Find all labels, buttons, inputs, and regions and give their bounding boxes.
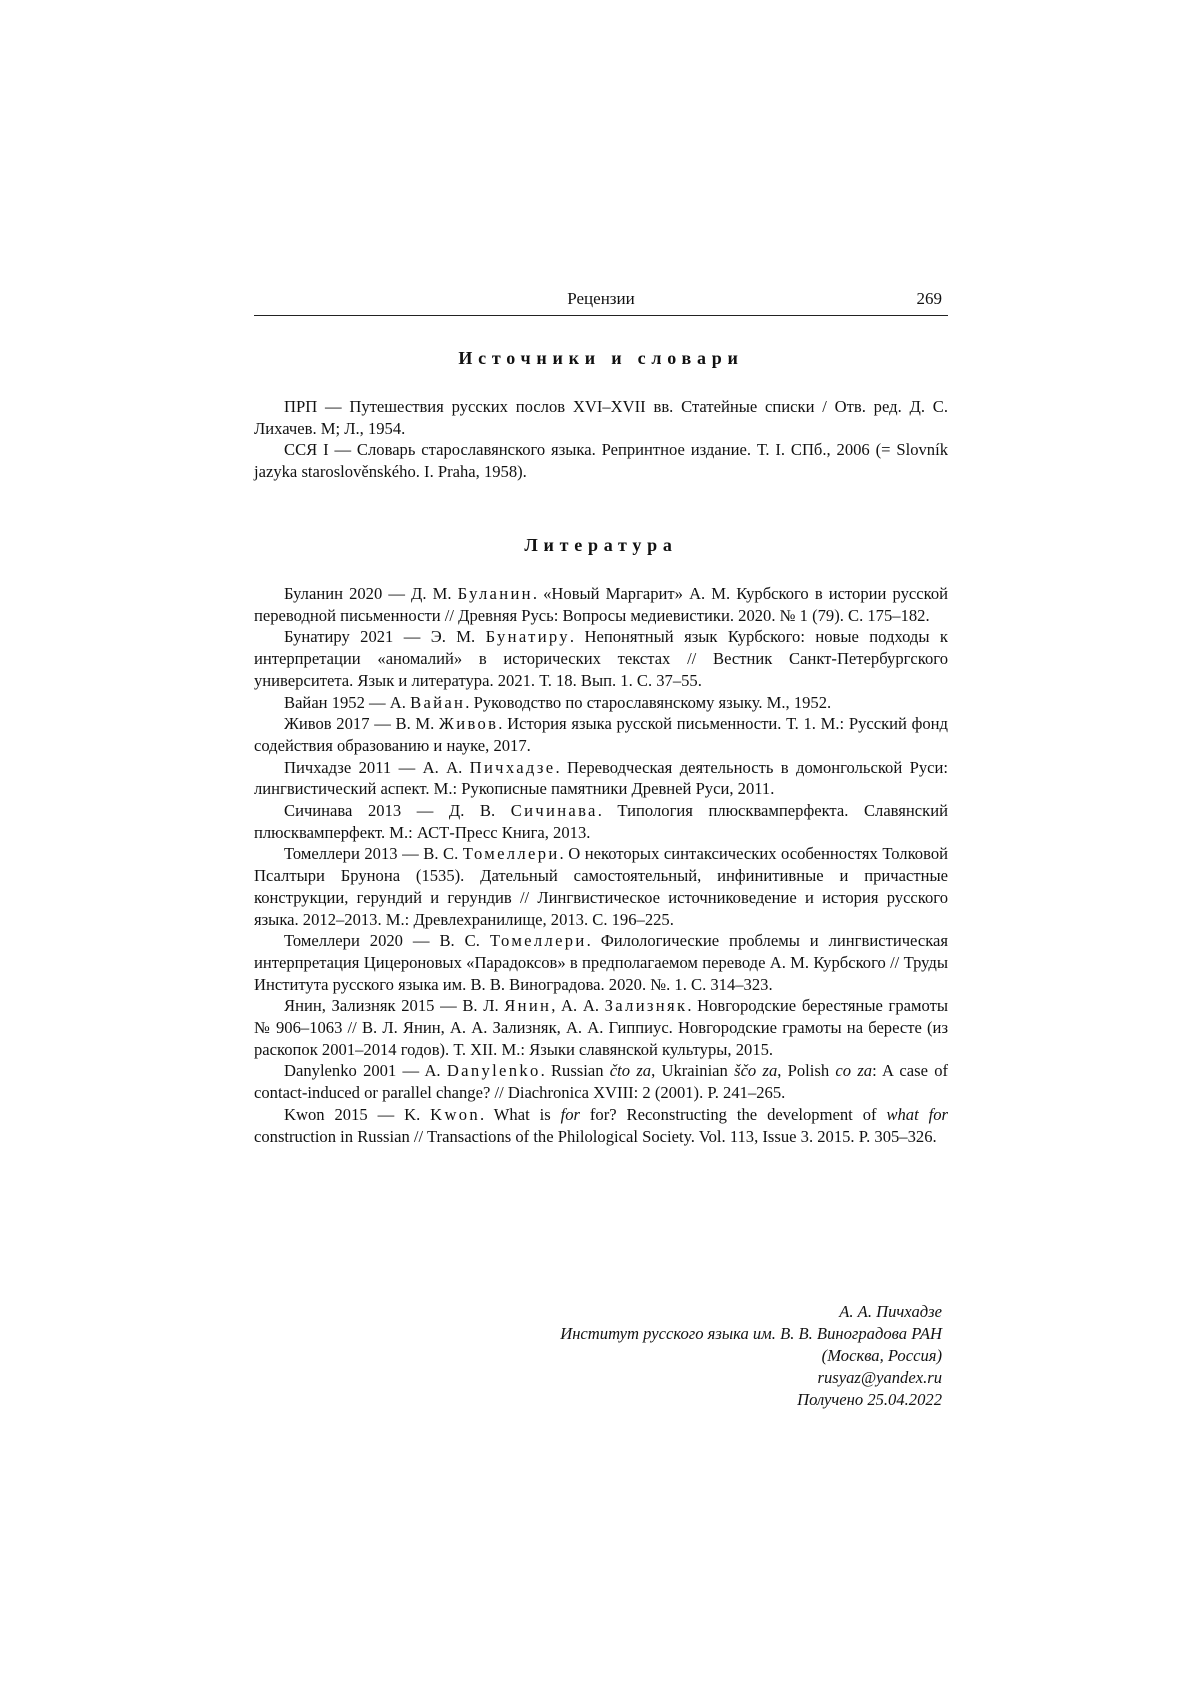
reference-entry: [254, 1104, 948, 1147]
reference-author: Живов: [439, 714, 499, 734]
literature-heading: Литература: [524, 535, 678, 555]
source-entry: ПРП — Путешествия русских послов XVI–XVII вв. Статейные списки / Отв. ред. Д. С. Лихачев. М; Л., 1954.: [254, 397, 948, 438]
reference-body: . Руководство по старославянскому языку. М., 1952.: [465, 692, 832, 712]
reference-prefix: Сичинава 2013 — Д. В.: [284, 801, 511, 821]
reference-entry: [254, 692, 948, 714]
reference-body: . «Новый Маргарит» А. М. Курбского в истории русской переводной письменности // Древняя Русь: Вопросы медиевистики. 2020. № 1 (79). С. 175–182.: [254, 584, 948, 625]
running-head-title: Рецензии: [567, 289, 635, 308]
reference-italic: for: [560, 1104, 580, 1124]
running-head: [254, 287, 948, 316]
reference-prefix: Вайан 1952 — А.: [284, 692, 411, 712]
reference-body: . Непонятный язык Курбского: новые подходы к интерпретации «аномалий» в исторических текстах // Вестник Санкт-Петербургского университета. Язык и литература. 2021. Т. 18. Вып. 1. С. 37–55.: [254, 627, 948, 690]
reference-prefix: Янин, Зализняк 2015 — В. Л.: [284, 996, 505, 1016]
reference-prefix: Томеллери 2020 — В. С.: [284, 931, 490, 951]
reference-body: , Ukrainian: [651, 1061, 735, 1081]
reference-separator: , А. А.: [551, 996, 605, 1016]
reference-entry: [254, 1060, 948, 1103]
reference-italic: what for: [886, 1104, 948, 1124]
reference-entry: [254, 800, 948, 843]
literature-list: [254, 583, 948, 1147]
reference-prefix: Томеллери 2013 — В. С.: [284, 844, 463, 864]
source-entry: ССЯ I — Словарь старославянского языка. Репринтное издание. Т. I. СПб., 2006 (= Slovník jazyka staroslověnského. I. Praha, 1958).: [254, 440, 948, 482]
reference-entry: [254, 930, 948, 995]
sources-heading: Источники и словари: [458, 348, 744, 368]
reference-entry: [254, 757, 948, 800]
reference-entry: [254, 843, 948, 930]
reference-body: . Типология плюсквамперфекта. Славянский плюсквамперфект. М.: АСТ-Пресс Книга, 2013.: [254, 801, 948, 842]
reference-prefix: Живов 2017 — В. М.: [284, 714, 440, 734]
reference-body: : A case of contact-induced or parallel change? // Diachronica XVIII: 2 (2001). P. 241–265.: [254, 1061, 949, 1103]
reference-author: Томеллери: [489, 931, 587, 951]
reference-body: . Новгородские берестяные грамоты № 906–1063 // В. Л. Янин, А. А. Зализняк, А. А. Гиппиус. Новгородские грамоты на бересте (из раскопок 2001–2014 годов). Т. XII. М.: Языки славянской культуры, 2015.: [254, 996, 949, 1059]
reference-author: Вайан: [410, 692, 466, 712]
reference-author: Сичинава: [510, 801, 598, 821]
page-number: 269: [916, 289, 942, 308]
reference-prefix: Пичхадзе 2011 — А. А.: [284, 757, 470, 777]
reference-body: . What is: [480, 1104, 561, 1124]
reference-entry: [254, 995, 948, 1060]
signature-email: rusyaz@yandex.ru: [817, 1368, 942, 1387]
reference-body: construction in Russian // Transactions of the Philological Society. Vol. 113, Issue 3. 2015. P. 305–326.: [254, 1126, 937, 1146]
signature-received-date: Получено 25.04.2022: [797, 1390, 942, 1409]
reference-prefix: Kwon 2015 — K.: [284, 1104, 431, 1124]
reference-author: Kwon: [430, 1104, 480, 1124]
reference-entry: [254, 713, 948, 756]
author-signature: [342, 1301, 942, 1411]
signature-institution: Институт русского языка им. В. В. Виноградова РАН: [560, 1324, 942, 1343]
reference-author: Danylenko: [446, 1061, 541, 1081]
reference-body: . О некоторых синтаксических особенностях Толковой Псалтыри Брунона (1535). Дательный самостоятельный, инфинитивные и причастные конструкции, герундий и герундив // Лингвистическое источниковедение и история русского языка. 2012–2013. М.: Древлехранилище, 2013. С. 196–225.: [254, 844, 948, 929]
reference-italic: co za: [835, 1061, 873, 1081]
reference-body: . Переводческая деятельность в домонгольской Руси: лингвистический аспект. М.: Рукописные памятники Древней Руси, 2011.: [254, 757, 948, 799]
reference-author: Томеллери: [462, 844, 560, 864]
reference-author: Зализняк: [604, 996, 688, 1016]
reference-body: for? Reconstructing the development of: [579, 1104, 887, 1124]
reference-body: . Russian: [540, 1061, 610, 1081]
reference-italic: čto za: [609, 1061, 652, 1081]
reference-author: Янин: [504, 996, 552, 1016]
reference-body: , Polish: [777, 1061, 836, 1081]
reference-prefix: Danylenko 2001 — A.: [284, 1061, 447, 1081]
reference-entry: [254, 583, 948, 626]
reference-author: Бунатиру: [485, 627, 570, 647]
signature-author: А. А. Пичхадзе: [839, 1302, 942, 1321]
reference-author: Буланин: [457, 584, 533, 603]
reference-body: . История языка русской письменности. Т. 1. М.: Русский фонд содействия образованию и науке, 2017.: [254, 714, 948, 755]
reference-italic: ščo za: [734, 1061, 778, 1081]
reference-prefix: Буланин 2020 — Д. М.: [284, 584, 458, 603]
reference-entry: [254, 626, 948, 691]
signature-location: (Москва, Россия): [821, 1346, 942, 1365]
reference-author: Пичхадзе: [469, 757, 556, 777]
sources-list: [254, 396, 948, 483]
reference-prefix: Бунатиру 2021 — Э. М.: [284, 627, 486, 647]
reference-body: . Филологические проблемы и лингвистическая интерпретация Цицероновых «Парадоксов» в предполагаемом переводе А. М. Курбского // Труды Института русского языка им. В. В. Виноградова. 2020. №. 1. С. 314–323.: [254, 931, 949, 994]
